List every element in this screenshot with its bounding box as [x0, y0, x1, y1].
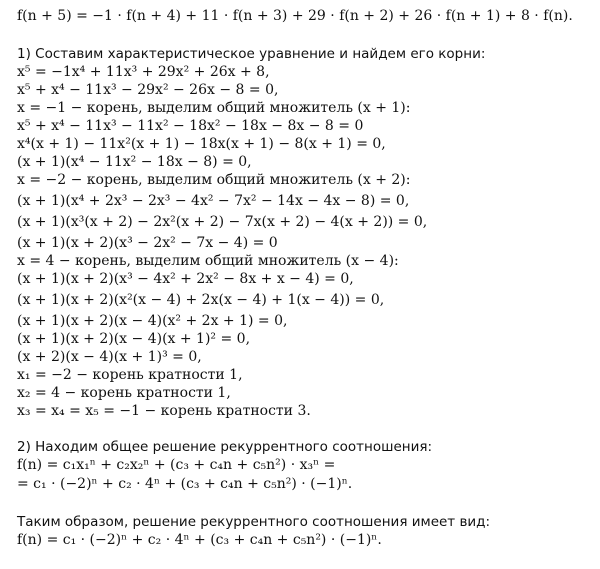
formula-line: (x + 1)(x⁴ + 2x³ − 2x³ − 4x² − 7x² − 14x − 4x − 8) = 0, — [17, 193, 410, 209]
formula-line: x = −2 − корень, выделим общий множитель (x + 2): — [17, 172, 411, 188]
recurrence-relation: f(n + 5) = −1 · f(n + 4) + 11 · f(n + 3) + 29 · f(n + 2) + 26 · f(n + 1) + 8 · f(n). — [17, 8, 573, 24]
general-solution-line: = c₁ · (−2)ⁿ + c₂ · 4ⁿ + (c₃ + c₄n + c₅n²) · (−1)ⁿ. — [17, 476, 353, 492]
formula-line: (x + 1)(x + 2)(x³ − 2x² − 7x − 4) = 0 — [17, 235, 278, 251]
final-answer: f(n) = c₁ · (−2)ⁿ + c₂ · 4ⁿ + (c₃ + c₄n + c₅n²) · (−1)ⁿ. — [17, 532, 382, 548]
step-2-heading: 2) Находим общее решение рекуррентного соотношения: — [17, 439, 433, 455]
formula-line: x⁴(x + 1) − 11x²(x + 1) − 18x(x + 1) − 8(x + 1) = 0, — [17, 136, 386, 152]
conclusion-heading: Таким образом, решение рекуррентного соотношения имеет вид: — [17, 514, 491, 530]
root-line: x₂ = 4 − корень кратности 1, — [17, 385, 231, 401]
formula-line: (x + 1)(x + 2)(x²(x − 4) + 2x(x − 4) + 1(x − 4)) = 0, — [17, 292, 385, 308]
general-solution-line: f(n) = c₁x₁ⁿ + c₂x₂ⁿ + (c₃ + c₄n + c₅n²) · x₃ⁿ = — [17, 457, 336, 473]
root-line: x₁ = −2 − корень кратности 1, — [17, 367, 243, 383]
formula-line: x⁵ = −1x⁴ + 11x³ + 29x² + 26x + 8, — [17, 64, 270, 80]
formula-line: x = 4 − корень, выделим общий множитель (x − 4): — [17, 253, 399, 269]
formula-line: (x + 1)(x⁴ − 11x² − 18x − 8) = 0, — [17, 154, 252, 170]
formula-line: (x + 1)(x + 2)(x − 4)(x² + 2x + 1) = 0, — [17, 313, 288, 329]
formula-line: x⁵ + x⁴ − 11x³ − 29x² − 26x − 8 = 0, — [17, 82, 279, 98]
formula-line: (x + 1)(x + 2)(x − 4)(x + 1)² = 0, — [17, 331, 251, 347]
formula-line: x = −1 − корень, выделим общий множитель (x + 1): — [17, 100, 411, 116]
formula-line: x⁵ + x⁴ − 11x³ − 11x² − 18x² − 18x − 8x − 8 = 0 — [17, 118, 364, 134]
formula-line: (x + 1)(x³(x + 2) − 2x²(x + 2) − 7x(x + 2) − 4(x + 2)) = 0, — [17, 214, 428, 230]
formula-line: (x + 1)(x + 2)(x³ − 4x² + 2x² − 8x + x − 4) = 0, — [17, 271, 354, 287]
step-1-heading: 1) Составим характеристическое уравнение и найдем его корни: — [17, 46, 486, 62]
formula-line: (x + 2)(x − 4)(x + 1)³ = 0, — [17, 349, 202, 365]
root-line: x₃ = x₄ = x₅ = −1 − корень кратности 3. — [17, 403, 311, 419]
